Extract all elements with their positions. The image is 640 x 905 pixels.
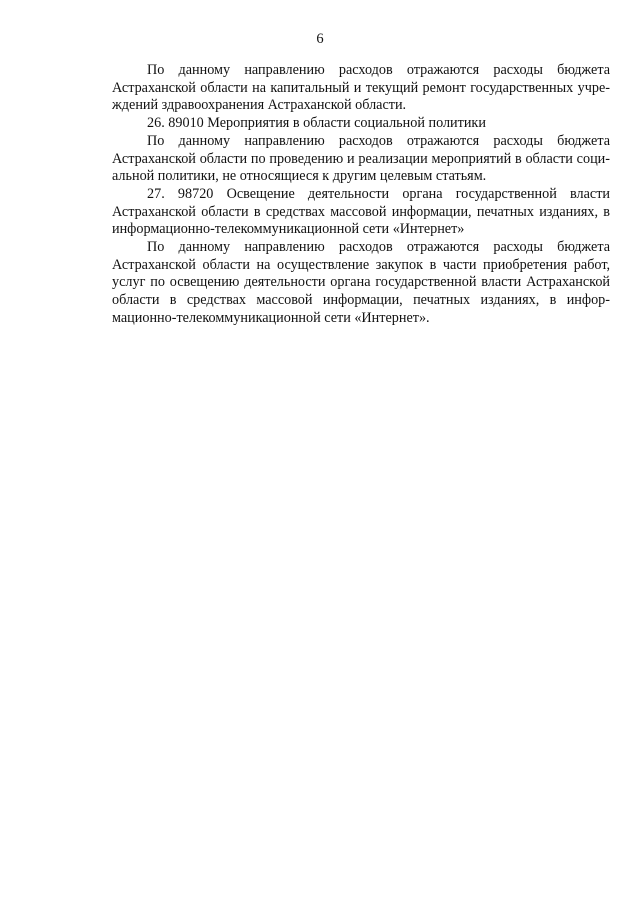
heading-item-26: 26. 89010 Мероприятия в области социальной политики (147, 115, 486, 132)
document-body (112, 62, 610, 328)
paragraph-social-policy: По данному направлению расходов отражаются расходы бюджета Астраханской области по проведению и реализации мероприятий в области социальной политики, не относящиеся к другим целевым статьям. (112, 132, 610, 185)
paragraph-expenses-repair: По данному направлению расходов отражаются расходы бюджета Астраханской области на капитальный и текущий ремонт государственных учреждений здравоохранения Астраханской области. (112, 62, 610, 114)
paragraph-media-coverage: По данному направлению расходов отражаются расходы бюджета Астраханской области на осуществление закупок в части приобретения работ, услуг по освещению деятельности органа государственной власти Астраханской области в средствах массовой информации, печатных изданиях, в информационно-телекоммуникационной сети «Интернет». (112, 239, 610, 326)
page-number: 6 (316, 31, 324, 47)
heading-item-27: 27. 98720 Освещение деятельности органа государственной власти Астраханской области в средствах массовой информации, печатных изданиях, в информационно-телекоммуникационной сети «Интернет» (112, 185, 610, 238)
